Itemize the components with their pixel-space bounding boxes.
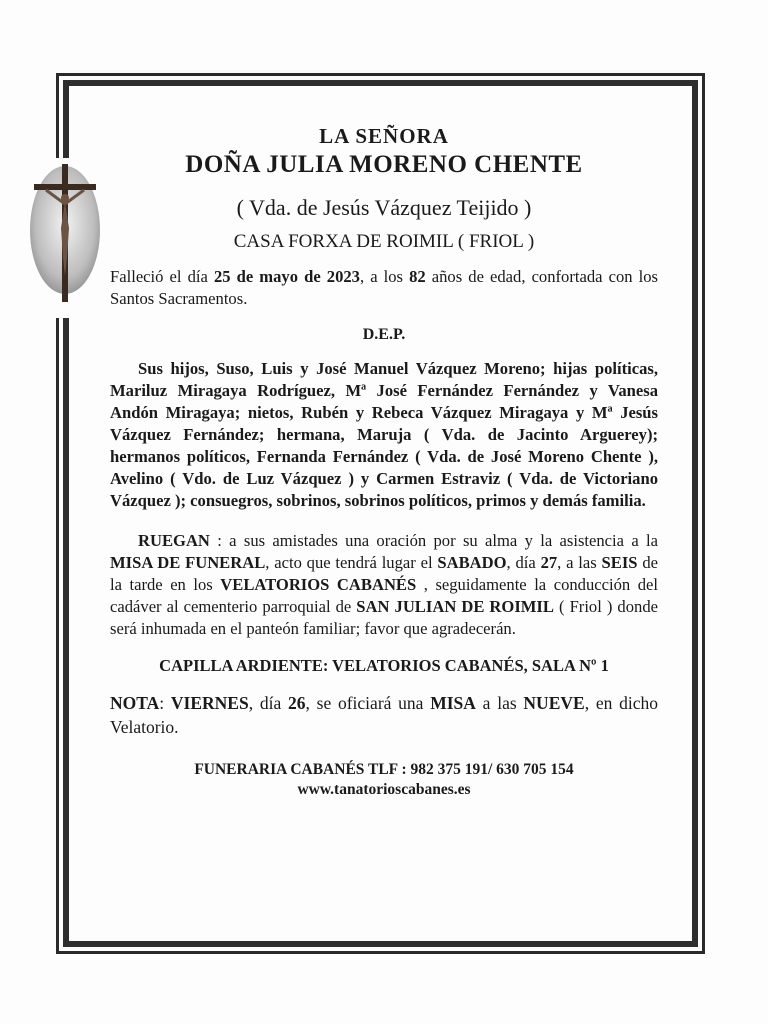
- footer: [110, 761, 658, 799]
- death-date: 25 de mayo de 2023: [213, 267, 360, 286]
- widow-of: ( Vda. de Jesús Vázquez Teijido ): [236, 195, 532, 220]
- obituary-body: [110, 118, 658, 799]
- dep: D.E.P.: [362, 326, 406, 343]
- funeral-home-contact: FUNERARIA CABANÉS TLF : 982 375 191/ 630 705 154: [194, 761, 574, 778]
- website-link[interactable]: www.tanatorioscabanes.es: [297, 781, 471, 798]
- title-senora: LA SEÑORA: [319, 124, 449, 148]
- family-paragraph: Sus hijos, Suso, Luis y José Manuel Vázquez Moreno; hijas políticas, Mariluz Miragaya Rodríguez, Mª José Fernández Fernández y Vanesa Andón Miragaya; nietos, Rubén y Rebeca Vázquez Miragaya y Mª Jesús Vázquez Fernández; hermana, Maruja ( Vda. de Jacinto Arguerey); hermanos políticos, Fernanda Fernández ( Vda. de José Moreno Chente ), Avelino ( Vdo. de Luz Vázquez ) y Carmen Estraviz ( Vda. de Victoriano Vázquez ); consuegros, sobrinos, sobrinos políticos, primos y demás familia.: [110, 359, 658, 510]
- capilla-ardiente: CAPILLA ARDIENTE: VELATORIOS CABANÉS, SALA Nº 1: [159, 656, 609, 675]
- crucifix-icon: [20, 158, 110, 318]
- age: 82: [409, 267, 426, 286]
- nota-paragraph: NOTA: VIERNES, día 26, se oficiará una MISA a las NUEVE, en dicho Velatorio.: [110, 693, 658, 737]
- deceased-name: DOÑA JULIA MORENO CHENTE: [185, 151, 583, 178]
- ruegan-paragraph: RUEGAN : a sus amistades una oración por su alma y la asistencia a la MISA DE FUNERAL, acto que tendrá lugar el SABADO, día 27, a las SEIS de la tarde en los VELATORIOS CABANÉS , seguidamente la conducción del cadáver al cementerio parroquial de SAN JULIAN DE ROIMIL ( Friol ) donde será inhumada en el panteón familiar; favor que agradecerán.: [110, 531, 658, 638]
- death-notice: Falleció el día 25 de mayo de 2023, a los 82 años de edad, confortada con los Santos Sacramentos.: [110, 267, 658, 308]
- crucifix-badge: [20, 158, 110, 318]
- house-place: CASA FORXA DE ROIMIL ( FRIOL ): [233, 231, 535, 252]
